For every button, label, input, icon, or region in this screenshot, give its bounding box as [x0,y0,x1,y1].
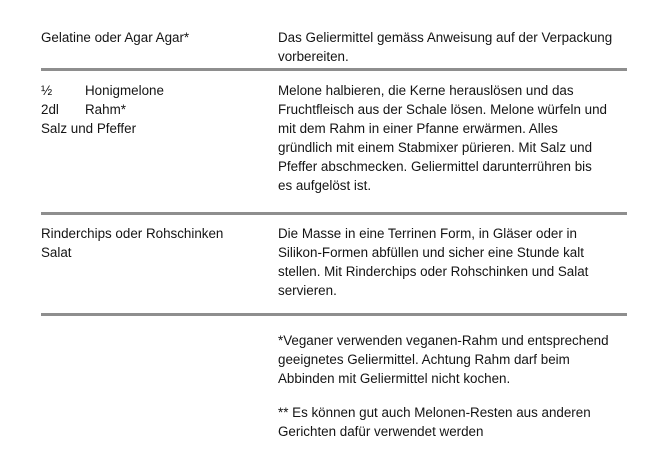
ingredient-item [41,100,271,119]
ingredient-item: Rinderchips oder Rohschinken [41,226,224,241]
vegan-note [278,331,638,388]
instruction-line: vorbereiten. [278,49,349,64]
instruction-line: Das Geliermittel gemäss Anweisung auf der Verpackung [278,30,613,45]
note-line: geeignetes Geliermittel. Achtung Rahm darf beim [278,352,570,367]
ingredient-quantity: ½ [41,83,53,98]
ingredient-quantity: 2dl [41,102,59,117]
instruction-line: Pfeffer abschmecken. Geliermittel darunterrühren bis [278,159,592,174]
note-line: ** Es können gut auch Melonen-Resten aus anderen [278,405,591,420]
instruction-line: stellen. Mit Rinderchips oder Rohschinken und Salat [278,264,589,279]
instruction-line: Melone halbieren, die Kerne herauslösen und das [278,83,574,98]
leftover-note [278,403,638,441]
ingredient-item: Salz und Pfeffer [41,121,137,136]
instruction-line: Silikon-Formen abfüllen und sicher eine Stunde kalt [278,245,584,260]
instruction-line: es aufgelöst ist. [278,178,372,193]
instruction-line: mit dem Rahm in einer Pfanne erwärmen. Alles [278,121,558,136]
note-line: Abbinden mit Geliermittel nicht kochen. [278,371,511,386]
ingredient-item: Salat [41,245,72,260]
ingredient-name: Rahm* [85,102,126,117]
ingredients-column [41,224,271,262]
section-divider [41,212,627,215]
instruction-line: Fruchtfleisch aus der Schale lösen. Melone würfeln und [278,102,607,117]
ingredient-item: Gelatine oder Agar Agar* [41,30,190,45]
note-line: Gerichten dafür verwendet werden [278,424,484,439]
notes-column [278,331,638,441]
ingredients-column [41,28,271,47]
ingredient-item [41,81,271,100]
ingredient-name: Honigmelone [85,83,164,98]
section-divider [41,68,627,71]
instruction-line: gründlich mit einem Stabmixer pürieren. Mit Salz und [278,140,593,155]
section-divider [41,313,627,316]
instruction-line: servieren. [278,283,337,298]
instructions-column [278,224,638,300]
instructions-column [278,81,638,195]
instructions-column [278,28,638,66]
note-line: *Veganer verwenden veganen-Rahm und entsprechend [278,333,609,348]
instruction-line: Die Masse in eine Terrinen Form, in Gläser oder in [278,226,577,241]
ingredients-column [41,81,271,138]
